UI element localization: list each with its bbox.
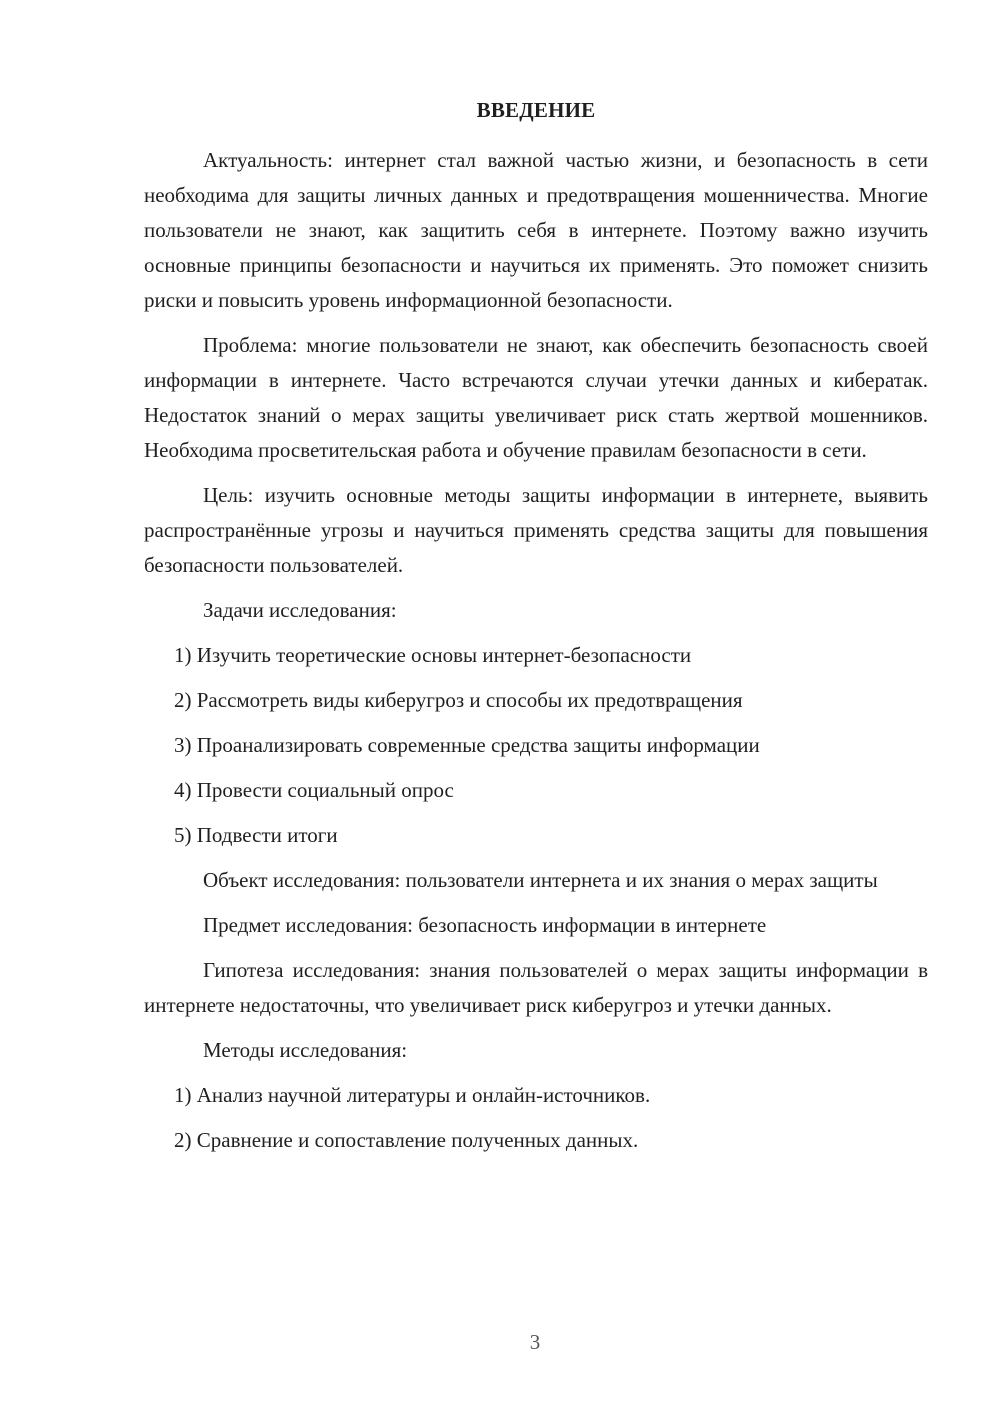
methods-list — [144, 1078, 928, 1158]
task-item: 2) Рассмотреть виды киберугроз и способы их предотвращения — [174, 688, 743, 712]
page-number: 3 — [529, 1330, 541, 1354]
object-paragraph: Объект исследования: пользователи интернета и их знания о мерах защиты — [203, 868, 878, 892]
method-item: 1) Анализ научной литературы и онлайн-источников. — [174, 1083, 651, 1107]
section-title: ВВЕДЕНИЕ — [476, 98, 596, 122]
tasks-heading: Задачи исследования: — [203, 598, 397, 622]
hypothesis-paragraph: Гипотеза исследования: знания пользователей о мерах защиты информации в интернете недостаточны, что увеличивает риск киберугроз и утечки данных. — [144, 958, 928, 1017]
relevance-paragraph: Актуальность: интернет стал важной частью жизни, и безопасность в сети необходима для защиты личных данных и предотвращения мошенничества. Многие пользователи не знают, как защитить себя в интернете. Поэтому важно изучить основные принципы безопасности и научиться их применять. Это поможет снизить риски и повысить уровень информационной безопасности. — [144, 148, 928, 312]
subject-paragraph: Предмет исследования: безопасность информации в интернете — [203, 913, 767, 937]
task-item: 1) Изучить теоретические основы интернет-безопасности — [174, 643, 692, 667]
method-item: 2) Сравнение и сопоставление полученных данных. — [174, 1128, 639, 1152]
methods-heading: Методы исследования: — [203, 1038, 408, 1062]
document-page — [144, 98, 928, 1168]
problem-paragraph: Проблема: многие пользователи не знают, как обеспечить безопасность своей информации в интернете. Часто встречаются случаи утечки данных и кибератак. Недостаток знаний о мерах защиты увеличивает риск стать жертвой мошенников. Необходима просветительская работа и обучение правилам безопасности в сети. — [144, 333, 928, 462]
tasks-list — [144, 638, 928, 853]
task-item: 4) Провести социальный опрос — [174, 778, 454, 802]
goal-paragraph: Цель: изучить основные методы защиты информации в интернете, выявить распространённые угрозы и научиться применять средства защиты для повышения безопасности пользователей. — [144, 483, 928, 577]
task-item: 3) Проанализировать современные средства защиты информации — [174, 733, 760, 757]
task-item: 5) Подвести итоги — [174, 823, 338, 847]
